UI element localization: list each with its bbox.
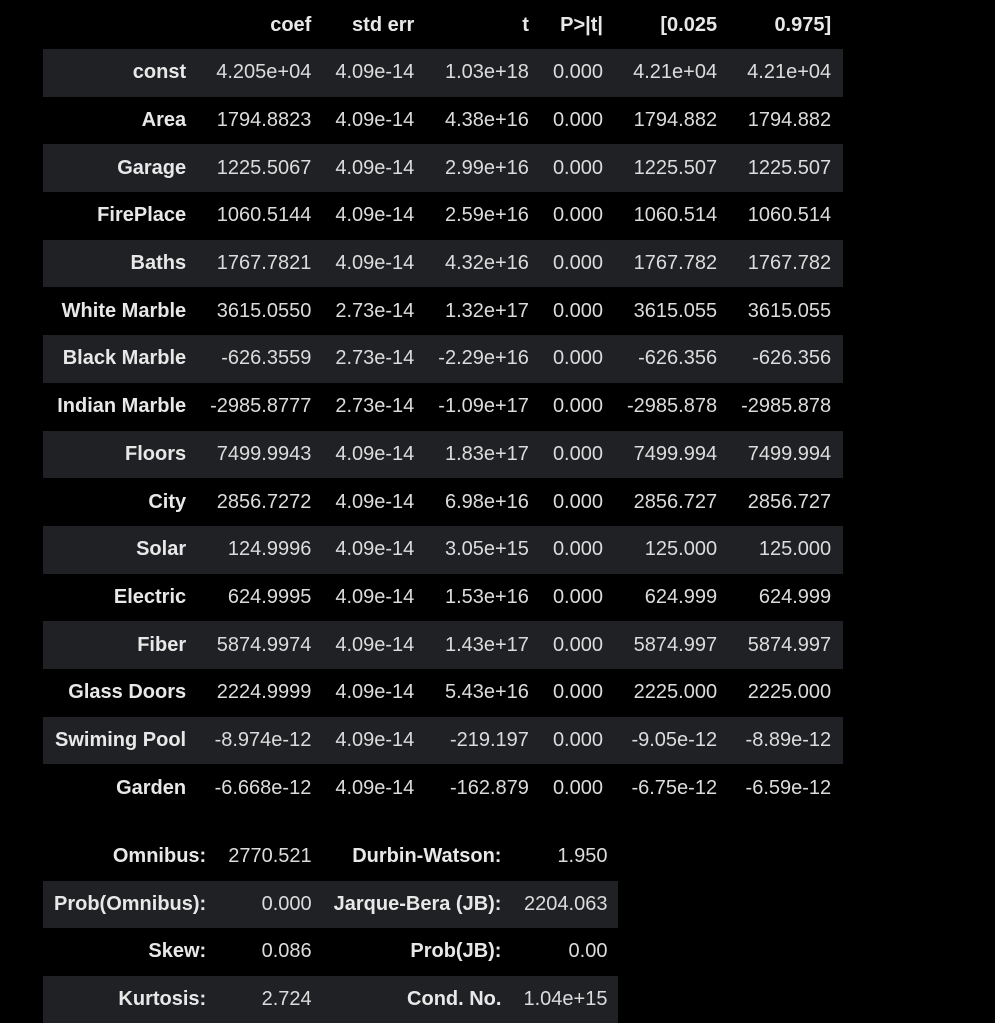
variable-name: Black Marble [62, 347, 187, 370]
coef-cell: 2856.7272 [216, 490, 312, 513]
coef-cell: 7499.9943 [216, 442, 312, 465]
t-cell: 1.43e+17 [444, 633, 529, 656]
ci-low-cell: -2985.878 [627, 395, 718, 418]
coef-cell: 3615.0550 [216, 299, 312, 322]
std-err-cell: 4.09e-14 [335, 728, 415, 751]
header-coef: coef [270, 14, 312, 36]
table-row [43, 49, 843, 97]
std-err-cell: 4.09e-14 [335, 442, 415, 465]
diagnostic-value: 0.086 [261, 940, 312, 963]
ci-high-cell: 1794.882 [747, 109, 832, 132]
ci-high-cell: 4.21e+04 [747, 61, 832, 84]
ci-high-cell: 624.999 [758, 585, 832, 608]
coef-cell: 1794.8823 [216, 109, 312, 132]
ci-high-cell: 7499.994 [747, 442, 832, 465]
variable-name: Swiming Pool [55, 728, 187, 751]
table-row [43, 574, 843, 622]
table-row [43, 833, 618, 881]
table-row [43, 192, 843, 240]
coef-cell: 1225.5067 [216, 156, 312, 179]
header-ci-high: 0.975] [774, 14, 832, 36]
diagnostic-label: Skew: [148, 940, 207, 963]
ci-low-cell: 3615.055 [633, 299, 718, 322]
p-value-cell: 0.000 [552, 395, 603, 418]
variable-name: City [148, 490, 187, 513]
diagnostic-label: Kurtosis: [118, 987, 207, 1010]
header-std-err: std err [352, 14, 415, 36]
table-row [43, 669, 843, 717]
t-cell: 3.05e+15 [444, 538, 529, 561]
coef-cell: 1060.5144 [216, 204, 312, 227]
variable-name: Garage [117, 156, 187, 179]
std-err-cell: 2.73e-14 [335, 347, 415, 370]
t-cell: 1.03e+18 [444, 61, 529, 84]
std-err-cell: 4.09e-14 [335, 585, 415, 608]
ci-low-cell: -6.75e-12 [631, 776, 718, 799]
table-row [43, 717, 843, 765]
diagnostic-label: Prob(Omnibus): [54, 892, 207, 915]
ci-low-cell: 2225.000 [633, 681, 718, 704]
std-err-cell: 4.09e-14 [335, 776, 415, 799]
coef-cell: 124.9996 [227, 538, 312, 561]
std-err-cell: 2.73e-14 [335, 299, 415, 322]
std-err-cell: 4.09e-14 [335, 109, 415, 132]
diagnostics-body [43, 833, 618, 1023]
coefficients-table [43, 2, 843, 812]
t-cell: 2.59e+16 [444, 204, 529, 227]
ci-high-cell: 1225.507 [747, 156, 832, 179]
table-row [43, 431, 843, 479]
diagnostic-value: 2.724 [261, 987, 312, 1010]
std-err-cell: 2.73e-14 [335, 395, 415, 418]
table-row [43, 764, 843, 812]
ci-high-cell: -8.89e-12 [745, 728, 832, 751]
std-err-cell: 4.09e-14 [335, 681, 415, 704]
diagnostic-value: 2204.063 [524, 892, 608, 915]
diagnostic-value: 1.04e+15 [523, 987, 608, 1010]
t-cell: -162.879 [449, 776, 529, 799]
table-row [43, 97, 843, 145]
ci-high-cell: 2856.727 [747, 490, 832, 513]
coef-cell: 624.9995 [227, 585, 312, 608]
ci-low-cell: 7499.994 [633, 442, 718, 465]
variable-name: Floors [125, 442, 187, 465]
coefficients-body [43, 49, 843, 812]
coef-cell: -2985.8777 [210, 395, 312, 418]
p-value-cell: 0.000 [552, 538, 603, 561]
table-row [43, 928, 618, 976]
ci-low-cell: 4.21e+04 [633, 61, 718, 84]
header-variable [43, 2, 198, 49]
p-value-cell: 0.000 [552, 156, 603, 179]
table-row [43, 240, 843, 288]
diagnostic-value: 1.950 [557, 845, 608, 868]
ci-high-cell: -2985.878 [741, 395, 832, 418]
std-err-cell: 4.09e-14 [335, 204, 415, 227]
table-row [43, 478, 843, 526]
t-cell: -219.197 [449, 728, 529, 751]
table-row [43, 383, 843, 431]
p-value-cell: 0.000 [552, 299, 603, 322]
ci-high-cell: -6.59e-12 [745, 776, 832, 799]
ci-high-cell: 5874.997 [747, 633, 832, 656]
p-value-cell: 0.000 [552, 61, 603, 84]
t-cell: 1.83e+17 [444, 442, 529, 465]
coef-cell: 5874.9974 [216, 633, 312, 656]
t-cell: -2.29e+16 [438, 347, 529, 370]
header-t: t [522, 14, 529, 36]
std-err-cell: 4.09e-14 [335, 633, 415, 656]
coef-cell: -6.668e-12 [214, 776, 312, 799]
variable-name: White Marble [61, 299, 187, 322]
table-row [43, 881, 618, 929]
t-cell: 2.99e+16 [444, 156, 529, 179]
p-value-cell: 0.000 [552, 585, 603, 608]
diagnostic-label: Cond. No. [407, 987, 502, 1010]
p-value-cell: 0.000 [552, 681, 603, 704]
coef-cell: -8.974e-12 [214, 728, 312, 751]
p-value-cell: 0.000 [552, 776, 603, 799]
t-cell: -1.09e+17 [438, 395, 529, 418]
coef-cell: 2224.9999 [216, 681, 312, 704]
ci-high-cell: -626.356 [752, 347, 832, 370]
variable-name: Electric [113, 585, 187, 608]
table-row [43, 287, 843, 335]
coef-cell: 4.205e+04 [216, 61, 312, 84]
table-row [43, 976, 618, 1023]
variable-name: Glass Doors [68, 681, 187, 704]
t-cell: 6.98e+16 [444, 490, 529, 513]
header-ci-low: [0.025 [660, 14, 718, 36]
ci-low-cell: -626.356 [638, 347, 718, 370]
variable-name: Fiber [137, 633, 187, 656]
p-value-cell: 0.000 [552, 109, 603, 132]
ci-high-cell: 2225.000 [747, 681, 832, 704]
t-cell: 5.43e+16 [444, 681, 529, 704]
coef-cell: -626.3559 [221, 347, 312, 370]
t-cell: 4.38e+16 [444, 109, 529, 132]
ci-low-cell: 1767.782 [633, 252, 718, 275]
ci-low-cell: 1060.514 [633, 204, 718, 227]
ci-low-cell: 1225.507 [633, 156, 718, 179]
std-err-cell: 4.09e-14 [335, 156, 415, 179]
ci-high-cell: 1060.514 [747, 204, 832, 227]
table-row [43, 335, 843, 383]
ci-high-cell: 125.000 [758, 538, 832, 561]
variable-name: Solar [136, 538, 187, 561]
variable-name: Baths [130, 252, 187, 275]
variable-name: Garden [116, 776, 187, 799]
ci-low-cell: 125.000 [644, 538, 718, 561]
ci-low-cell: 624.999 [644, 585, 718, 608]
table-row [43, 526, 843, 574]
header-p-value: P>|t| [560, 14, 603, 36]
diagnostic-label: Omnibus: [112, 845, 207, 868]
coef-cell: 1767.7821 [216, 252, 312, 275]
coefficients-header-row [43, 2, 843, 49]
p-value-cell: 0.000 [552, 204, 603, 227]
table-row [43, 144, 843, 192]
table-row [43, 621, 843, 669]
p-value-cell: 0.000 [552, 728, 603, 751]
variable-name: Area [141, 109, 187, 132]
std-err-cell: 4.09e-14 [335, 490, 415, 513]
diagnostic-label: Jarque-Bera (JB): [333, 892, 502, 915]
std-err-cell: 4.09e-14 [335, 538, 415, 561]
diagnostic-value: 0.00 [568, 940, 608, 963]
std-err-cell: 4.09e-14 [335, 61, 415, 84]
diagnostic-label: Prob(JB): [410, 940, 502, 963]
ci-high-cell: 1767.782 [747, 252, 832, 275]
variable-name: Indian Marble [57, 395, 187, 418]
ci-low-cell: 5874.997 [633, 633, 718, 656]
diagnostic-value: 0.000 [261, 892, 312, 915]
diagnostics-table [43, 833, 618, 1023]
std-err-cell: 4.09e-14 [335, 252, 415, 275]
ci-low-cell: 1794.882 [633, 109, 718, 132]
p-value-cell: 0.000 [552, 347, 603, 370]
p-value-cell: 0.000 [552, 490, 603, 513]
p-value-cell: 0.000 [552, 633, 603, 656]
t-cell: 1.53e+16 [444, 585, 529, 608]
t-cell: 4.32e+16 [444, 252, 529, 275]
p-value-cell: 0.000 [552, 442, 603, 465]
ci-low-cell: -9.05e-12 [631, 728, 718, 751]
diagnostic-label: Durbin-Watson: [352, 845, 502, 868]
variable-name: FirePlace [97, 204, 187, 227]
diagnostic-value: 2770.521 [228, 845, 312, 868]
variable-name: const [132, 61, 187, 84]
ci-low-cell: 2856.727 [633, 490, 718, 513]
t-cell: 1.32e+17 [444, 299, 529, 322]
p-value-cell: 0.000 [552, 252, 603, 275]
ci-high-cell: 3615.055 [747, 299, 832, 322]
